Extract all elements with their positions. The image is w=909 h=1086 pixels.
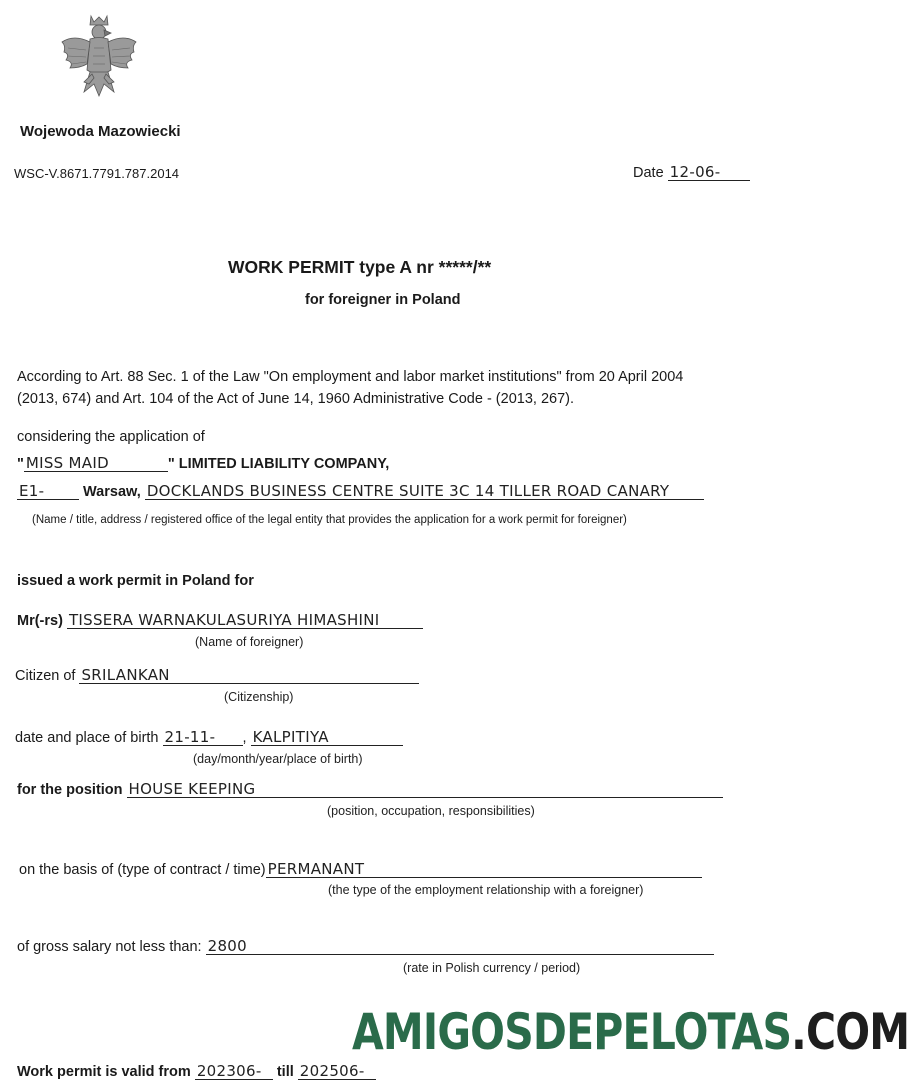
salary-label: of gross salary not less than: — [17, 939, 202, 955]
name-label: Mr(-rs) — [17, 613, 63, 629]
city-label: Warsaw, — [83, 484, 141, 500]
birth-date-field: 21-11- — [163, 729, 243, 746]
issued-text: issued a work permit in Poland for — [17, 573, 254, 589]
birth-place-field: KALPITIYA — [251, 729, 403, 746]
position-note: (position, occupation, responsibilities) — [327, 804, 535, 818]
foreigner-name-line — [17, 612, 423, 629]
salary-field: 2800 — [206, 938, 714, 955]
valid-label: Work permit is valid from — [17, 1064, 191, 1080]
company-name-field: MISS MAID — [24, 455, 168, 472]
authority-name: Wojewoda Mazowiecki — [20, 123, 181, 140]
address-line — [17, 483, 704, 500]
contract-field: PERMANANT — [266, 861, 702, 878]
position-line — [17, 781, 723, 798]
date-block — [633, 164, 750, 181]
contract-note: (the type of the employment relationship with a foreigner) — [328, 883, 644, 897]
company-suffix: " LIMITED LIABILITY COMPANY, — [167, 456, 390, 472]
name-note: (Name of foreigner) — [195, 635, 304, 649]
salary-line — [17, 938, 714, 955]
foreigner-name-field: TISSERA WARNAKULASURIYA HIMASHINI — [67, 612, 423, 629]
legal-basis-line-2: (2013, 674) and Art. 104 of the Act of June 14, 1960 Administrative Code - (2013, 267). — [17, 391, 574, 407]
document-subtitle: for foreigner in Poland — [305, 292, 461, 308]
quote-open: " — [17, 456, 24, 472]
date-value: 12-06- — [668, 164, 750, 181]
citizen-line — [15, 667, 419, 684]
watermark-tld: .COM — [791, 1003, 909, 1061]
company-line — [17, 455, 389, 472]
position-label: for the position — [17, 782, 123, 798]
contract-label: on the basis of (type of contract / time) — [19, 862, 266, 878]
validity-line — [17, 1063, 376, 1080]
legal-basis-line-1: According to Art. 88 Sec. 1 of the Law "On employment and labor market institutions" from 20 April 2004 — [17, 369, 684, 385]
date-label: Date — [633, 165, 664, 181]
birth-note: (day/month/year/place of birth) — [193, 752, 363, 766]
applicant-note: (Name / title, address / registered office of the legal entity that provides the application for a work permit for foreigner) — [32, 514, 627, 526]
birth-line — [15, 729, 403, 746]
document-title: WORK PERMIT type A nr *****/** — [228, 257, 492, 277]
postcode-field: E1- — [17, 483, 79, 500]
citizen-label: Citizen of — [15, 668, 76, 684]
valid-till-label: till — [276, 1064, 294, 1080]
watermark — [352, 1003, 909, 1061]
position-field: HOUSE KEEPING — [127, 781, 723, 798]
valid-from-field: 202306- — [195, 1063, 273, 1080]
watermark-brand: AMIGOSDEPELOTAS — [352, 1003, 792, 1061]
considering-text: considering the application of — [17, 429, 205, 445]
citizenship-note: (Citizenship) — [224, 690, 294, 704]
address-field: DOCKLANDS BUSINESS CENTRE SUITE 3C 14 TILLER ROAD CANARY — [145, 483, 704, 500]
case-number: WSC-V.8671.7791.787.2014 — [14, 166, 180, 181]
salary-note: (rate in Polish currency / period) — [403, 961, 581, 975]
citizenship-field: SRILANKAN — [79, 667, 419, 684]
birth-label: date and place of birth — [15, 730, 159, 746]
polish-eagle-emblem — [56, 12, 142, 108]
valid-till-field: 202506- — [298, 1063, 376, 1080]
contract-line — [19, 861, 702, 878]
birth-separator: , — [242, 730, 247, 746]
